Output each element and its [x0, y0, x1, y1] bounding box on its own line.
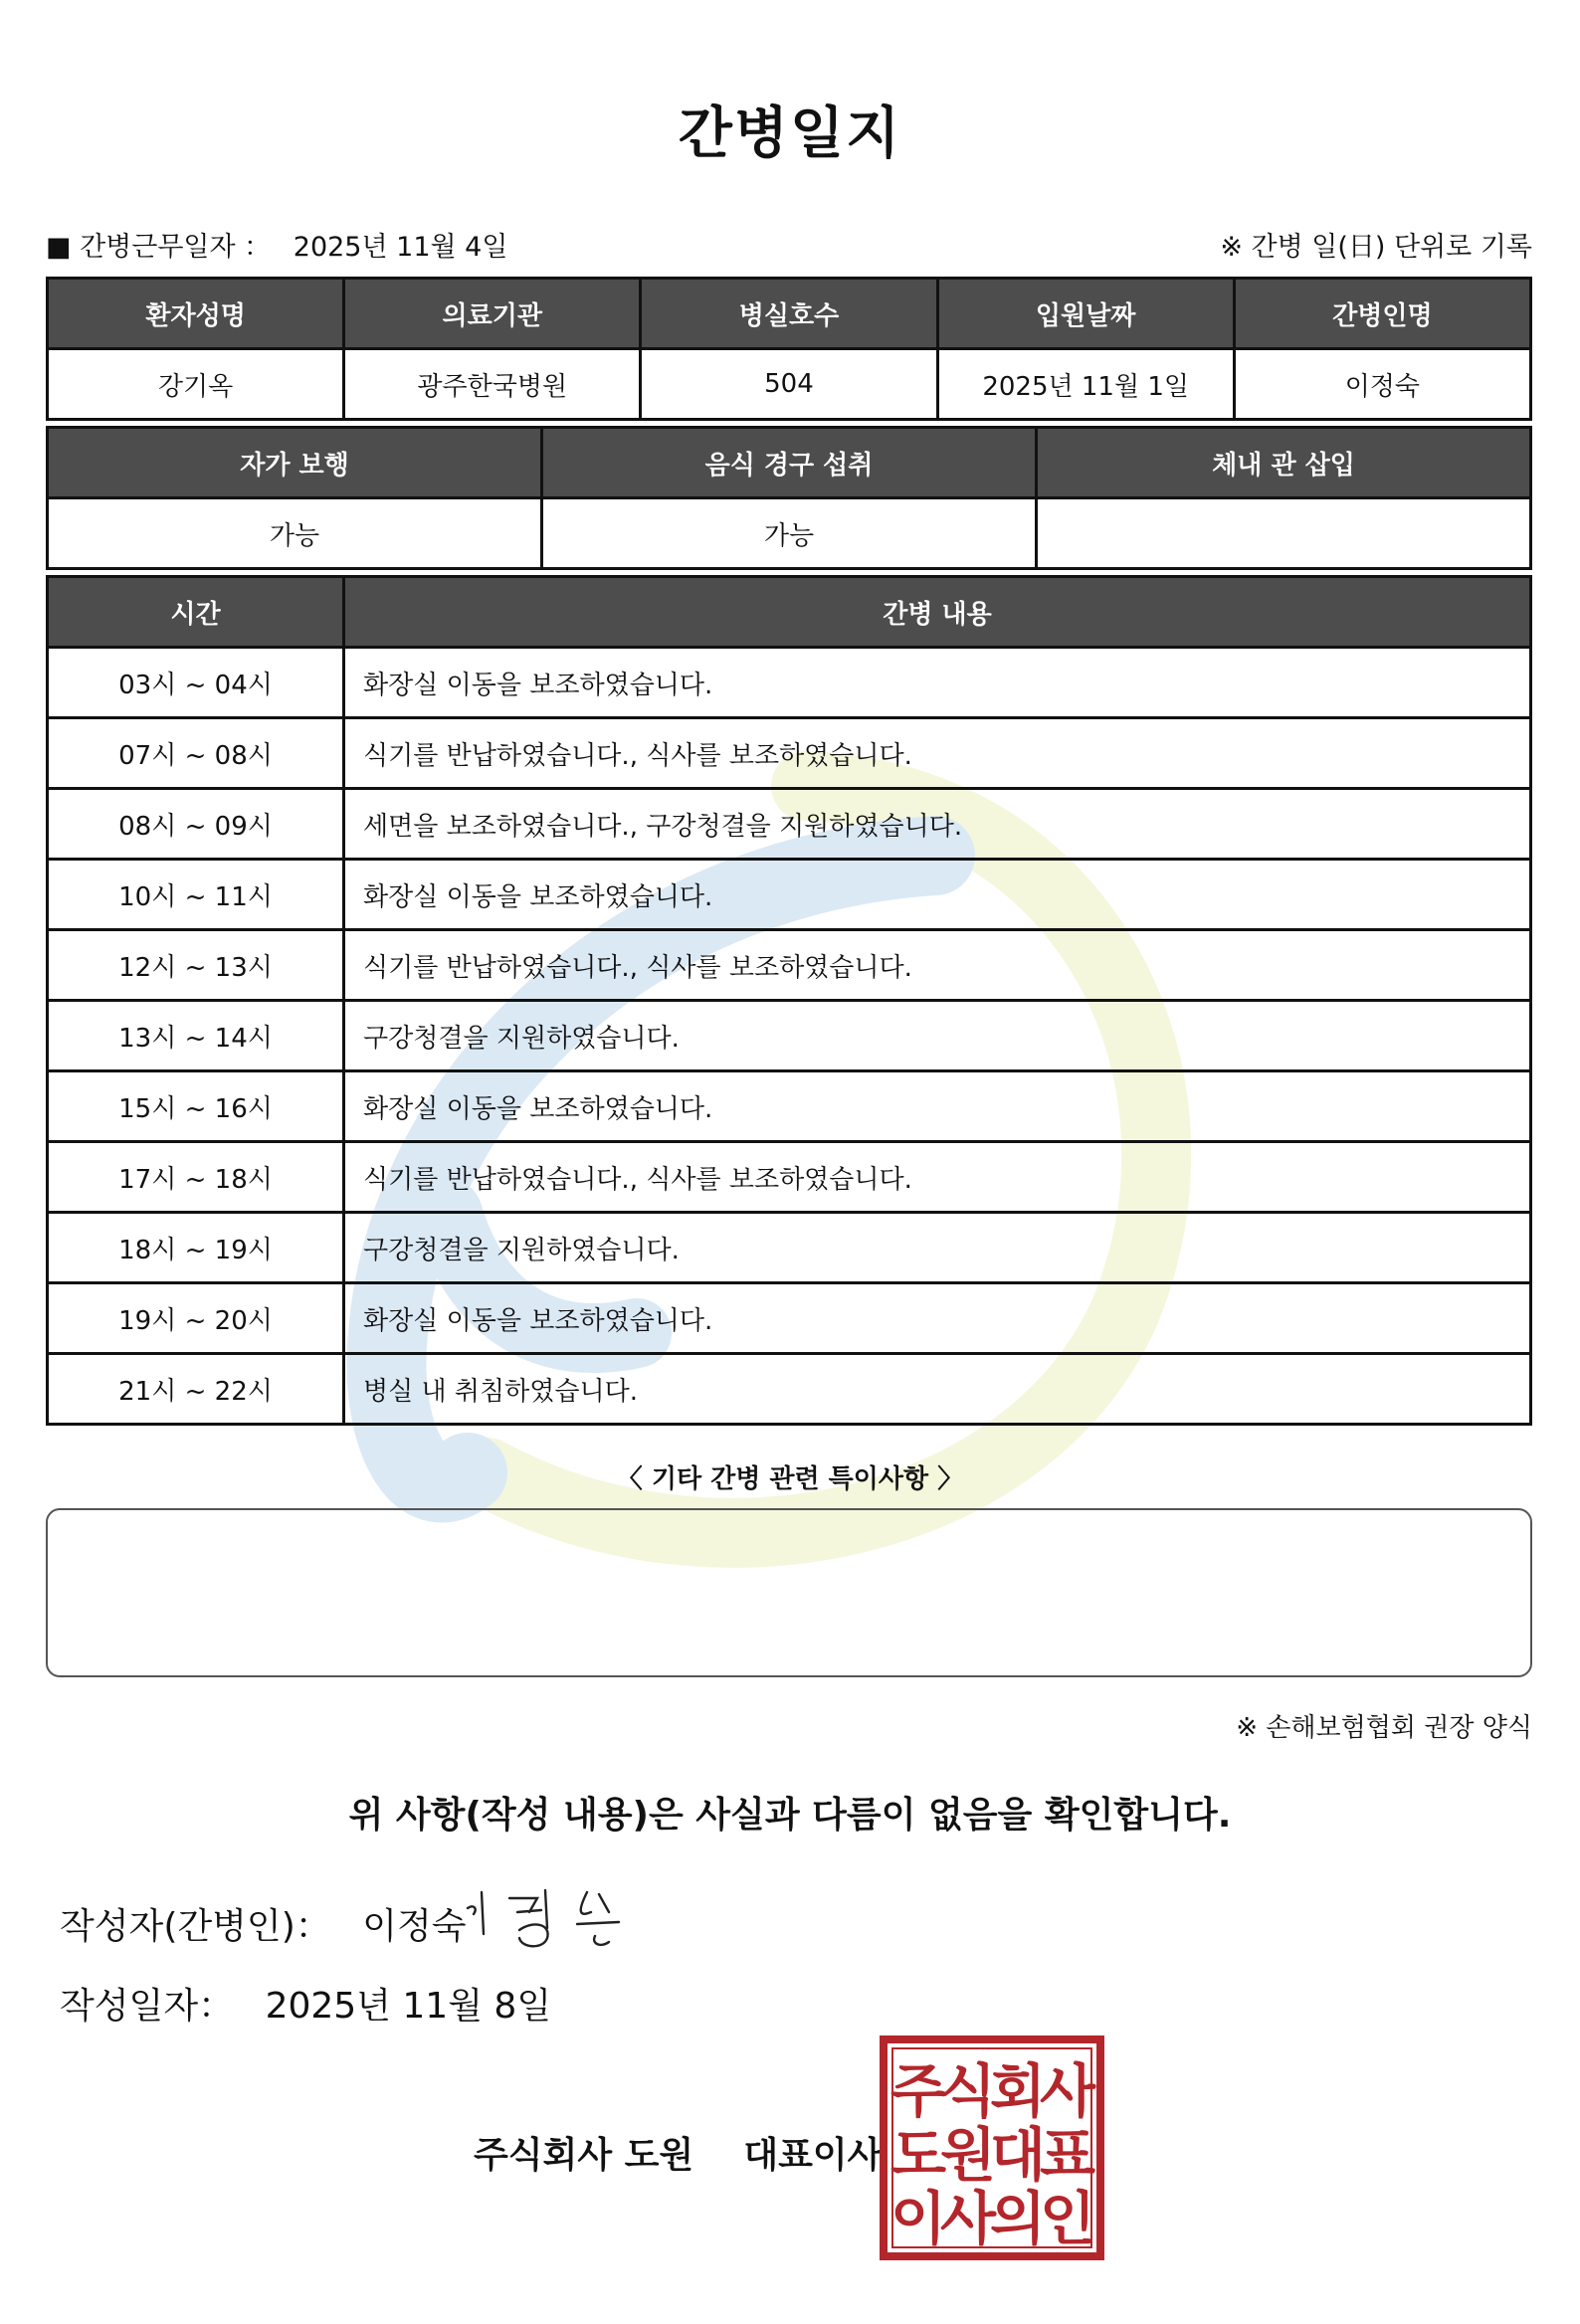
special-notes-heading: 〈 기타 간병 관련 특이사항 〉: [616, 1464, 964, 1494]
header-room-number: 병실호수: [641, 279, 937, 349]
table-row: [48, 860, 1531, 930]
confirmation-statement: 위 사항(작성 내용)은 사실과 다름이 없음을 확인합니다.: [348, 1795, 1232, 1836]
company-seal: [880, 2035, 1104, 2260]
caregiver-name: 이정숙: [1234, 349, 1530, 420]
content-cell: 구강청결을 지원하였습니다.: [344, 1001, 1531, 1071]
table-row: [48, 648, 1531, 718]
writer-name: 이정숙: [362, 1906, 467, 1947]
svg-text:사: 사: [939, 2185, 997, 2252]
write-date-value: 2025년 11월 8일: [265, 1986, 552, 2027]
header-caregiver-name: 간병인명: [1234, 279, 1530, 349]
write-date-line: [60, 1978, 551, 2029]
header-tube-insertion: 체내 관 삽입: [1037, 428, 1531, 498]
writer-line: [60, 1898, 467, 1949]
table-row: [48, 930, 1531, 1001]
time-cell: 21시 ~ 22시: [48, 1354, 344, 1425]
svg-text:회: 회: [989, 2057, 1047, 2125]
content-cell: 식기를 반납하였습니다., 식사를 보조하였습니다.: [344, 1142, 1531, 1213]
content-cell: 화장실 이동을 보조하였습니다.: [344, 860, 1531, 930]
record-unit-note: ※ 간병 일(日) 단위로 기록: [1220, 232, 1532, 263]
room-number: 504: [641, 349, 937, 420]
self-walking-value: 가능: [48, 498, 542, 569]
content-cell: 화장실 이동을 보조하였습니다.: [344, 1283, 1531, 1354]
table-row: [48, 789, 1531, 860]
content-cell: 세면을 보조하였습니다., 구강청결을 지원하였습니다.: [344, 789, 1531, 860]
svg-text:표: 표: [1039, 2121, 1096, 2189]
svg-text:사: 사: [1039, 2057, 1096, 2125]
svg-text:주: 주: [889, 2057, 947, 2125]
patient-info-header-row: [48, 279, 1531, 349]
header-time: 시간: [48, 577, 344, 648]
content-cell: 식기를 반납하였습니다., 식사를 보조하였습니다.: [344, 930, 1531, 1001]
work-date-line: [46, 225, 507, 264]
time-cell: 18시 ~ 19시: [48, 1213, 344, 1283]
work-date-value: 2025년 11월 4일: [293, 232, 508, 263]
header-patient-name: 환자성명: [48, 279, 344, 349]
svg-text:대: 대: [989, 2121, 1047, 2189]
patient-info-value-row: [48, 349, 1531, 420]
time-cell: 08시 ~ 09시: [48, 789, 344, 860]
table-row: [48, 718, 1531, 789]
time-cell: 13시 ~ 14시: [48, 1001, 344, 1071]
table-row: [48, 1283, 1531, 1354]
table-row: [48, 1354, 1531, 1425]
recommended-form-note: ※ 손해보험협회 권장 양식: [1236, 1713, 1532, 1743]
special-notes-box: [46, 1508, 1532, 1677]
work-date-label: ■ 간병근무일자 ：: [46, 232, 272, 263]
content-cell: 화장실 이동을 보조하였습니다.: [344, 648, 1531, 718]
svg-text:식: 식: [939, 2057, 997, 2125]
table-row: [48, 1001, 1531, 1071]
content-cell: 구강청결을 지원하였습니다.: [344, 1213, 1531, 1283]
svg-text:인: 인: [1039, 2185, 1096, 2252]
time-cell: 03시 ~ 04시: [48, 648, 344, 718]
status-header-row: [48, 428, 1531, 498]
time-cell: 15시 ~ 16시: [48, 1071, 344, 1142]
care-log-table: [46, 575, 1532, 1426]
svg-text:원: 원: [939, 2121, 997, 2189]
header-care-content: 간병 내용: [344, 577, 1531, 648]
oral-intake-value: 가능: [542, 498, 1037, 569]
content-cell: 화장실 이동을 보조하였습니다.: [344, 1071, 1531, 1142]
header-self-walking: 자가 보행: [48, 428, 542, 498]
svg-text:의: 의: [989, 2185, 1047, 2252]
table-row: [48, 1142, 1531, 1213]
patient-info-table: [46, 277, 1532, 421]
company-representative: 주식회사 도원 대표이사: [474, 2135, 883, 2176]
table-row: [48, 1213, 1531, 1283]
admission-date: 2025년 11월 1일: [937, 349, 1234, 420]
time-cell: 10시 ~ 11시: [48, 860, 344, 930]
time-cell: 19시 ~ 20시: [48, 1283, 344, 1354]
header-admission-date: 입원날짜: [937, 279, 1234, 349]
status-info-table: [46, 426, 1532, 570]
svg-text:도: 도: [889, 2121, 947, 2189]
table-row: [48, 1071, 1531, 1142]
content-cell: 병실 내 취침하였습니다.: [344, 1354, 1531, 1425]
time-cell: 07시 ~ 08시: [48, 718, 344, 789]
write-date-label: 작성일자：: [60, 1986, 235, 2027]
tube-insertion-value: [1037, 498, 1531, 569]
patient-name: 강기옥: [48, 349, 344, 420]
writer-label: 작성자(간병인)：: [60, 1906, 331, 1947]
svg-text:이: 이: [889, 2185, 947, 2252]
handwritten-signature: [460, 1878, 659, 1958]
header-oral-intake: 음식 경구 섭취: [542, 428, 1037, 498]
time-cell: 17시 ~ 18시: [48, 1142, 344, 1213]
hospital-name: 광주한국병원: [344, 349, 641, 420]
header-hospital: 의료기관: [344, 279, 641, 349]
status-value-row: [48, 498, 1531, 569]
care-log-header-row: [48, 577, 1531, 648]
time-cell: 12시 ~ 13시: [48, 930, 344, 1001]
document-title: 간병일지: [678, 101, 902, 166]
content-cell: 식기를 반납하였습니다., 식사를 보조하였습니다.: [344, 718, 1531, 789]
